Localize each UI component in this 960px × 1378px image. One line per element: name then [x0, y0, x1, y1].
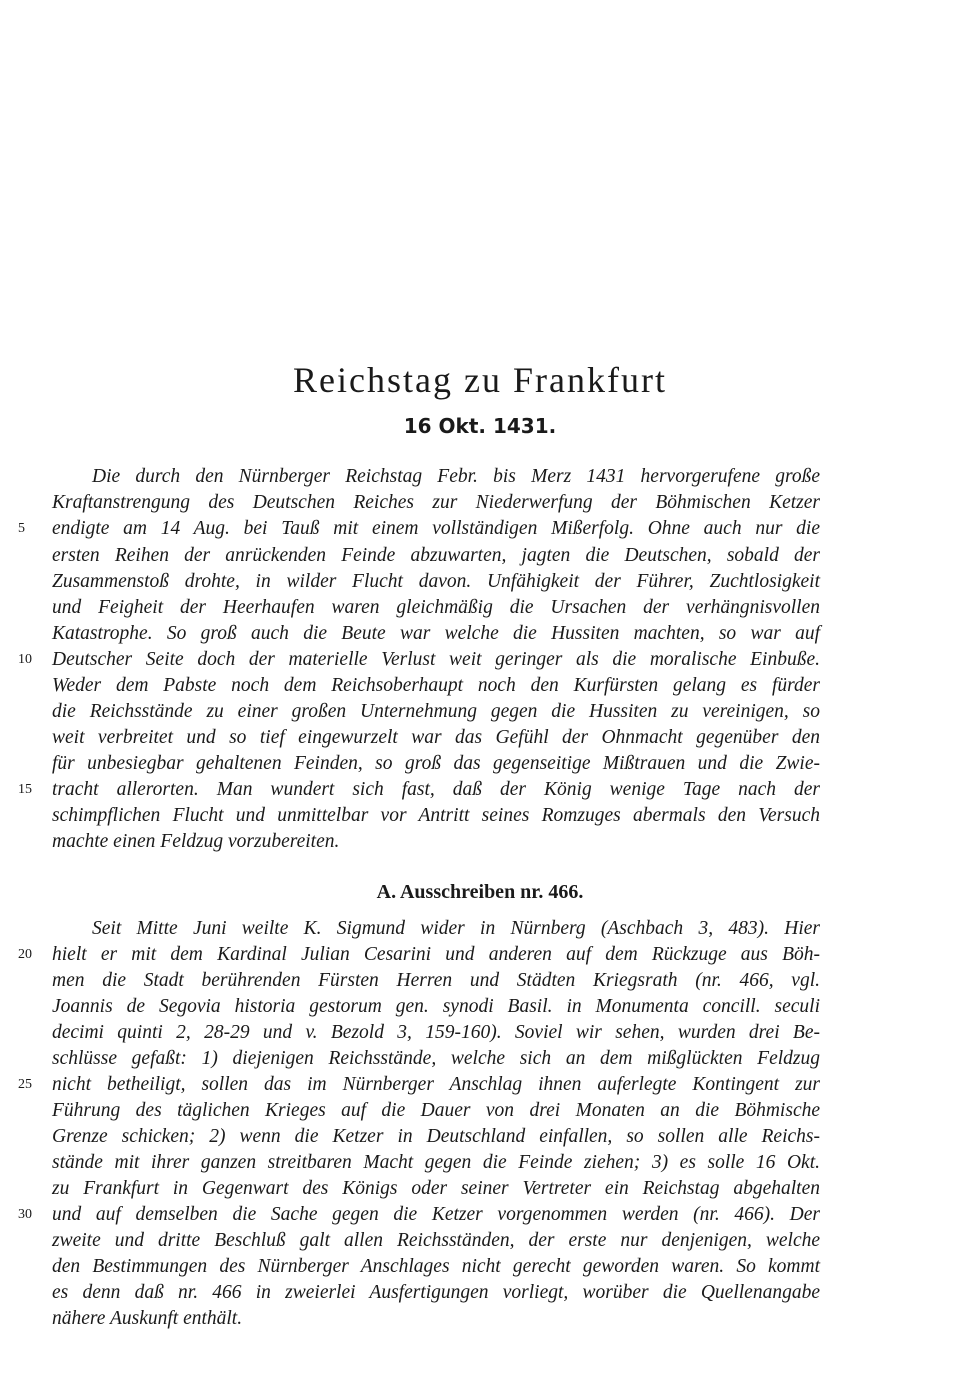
text-line: stände mit ihrer ganzen streitbaren Macht gegen die Feinde ziehen; 3) es solle 16 Okt.: [52, 1152, 820, 1173]
text-line: Die durch den Nürnberger Reichstag Febr. bis Merz 1431 hervorgerufene große: [92, 466, 820, 487]
text-line: endigte am 14 Aug. bei Tauß mit einem vollständigen Mißerfolg. Ohne auch nur die: [52, 518, 820, 539]
text-line: und auf demselben die Sache gegen die Ketzer vorgenommen werden (nr. 466). Der: [52, 1204, 820, 1225]
text-line: weit verbreitet und so tief eingewurzelt war das Gefühl der Ohnmacht gegenüber den: [52, 727, 820, 748]
line-number: 5: [18, 521, 25, 536]
text-line: Seit Mitte Juni weilte K. Sigmund wider in Nürnberg (Aschbach 3, 483). Hier: [92, 918, 820, 939]
text-line: den Bestimmungen des Nürnberger Anschlages nicht gerecht geworden waren. So kommt: [52, 1256, 820, 1277]
text-line: ersten Reihen der anrückenden Feinde abzuwarten, jagten die Deutschen, sobald der: [52, 545, 820, 566]
text-line: Zusammenstoß drohte, in wilder Flucht davon. Unfähigkeit der Führer, Zuchtlosigkeit: [52, 571, 820, 592]
line-number: 15: [18, 782, 32, 797]
text-line: zweite und dritte Beschluß galt allen Reichsständen, der erste nur denjenigen, welche: [52, 1230, 820, 1251]
text-line: zu Frankfurt in Gegenwart des Königs oder seiner Vertreter ein Reichstag abgehalten: [52, 1178, 820, 1199]
text-line: Weder dem Pabste noch dem Reichsoberhaupt noch den Kurfürsten gelang es fürder: [52, 675, 820, 696]
text-line: hielt er mit dem Kardinal Julian Cesarini und anderen auf dem Rückzuge aus Böh-: [52, 944, 820, 965]
page-title: Reichstag zu Frankfurt: [293, 360, 667, 400]
text-line: schimpflichen Flucht und unmittelbar vor Antritt seines Romzuges abermals den Versuch: [52, 805, 820, 826]
text-line: Grenze schicken; 2) wenn die Ketzer in Deutschland einfallen, so sollen alle Reichs-: [52, 1126, 820, 1147]
text-line: decimi quinti 2, 28-29 und v. Bezold 3, 159-160). Soviel wir sehen, wurden drei Be-: [52, 1022, 820, 1043]
text-line: tracht allerorten. Man wundert sich fast, daß der König wenige Tage nach der: [52, 779, 820, 800]
text-line: schlüsse gefaßt: 1) diejenigen Reichsstände, welche sich an dem mißglückten Feldzug: [52, 1048, 820, 1069]
text-line: Joannis de Segovia historia gestorum gen. synodi Basil. in Monumenta concill. seculi: [52, 996, 820, 1017]
line-number: 25: [18, 1077, 32, 1092]
section-heading: A. Ausschreiben nr. 466.: [376, 881, 584, 903]
text-line: und Feigheit der Heerhaufen waren gleichmäßig die Ursachen der verhängnisvollen: [52, 597, 820, 618]
text-line: nicht betheiligt, sollen das im Nürnberger Anschlag ihnen auferlegte Kontingent zur: [52, 1074, 820, 1095]
text-line: die Reichsstände zu einer großen Unternehmung gegen die Hussiten zu vereinigen, so: [52, 701, 820, 722]
text-line: Deutscher Seite doch der materielle Verlust weit geringer als die moralische Einbuße.: [52, 649, 820, 670]
text-line: Führung des täglichen Krieges auf die Dauer von drei Monaten an die Böhmische: [52, 1100, 820, 1121]
text-line: men die Stadt berührenden Fürsten Herren und Städten Kriegsrath (nr. 466, vgl.: [52, 970, 820, 991]
line-number: 30: [18, 1207, 32, 1222]
line-number: 10: [18, 652, 32, 667]
line-number: 20: [18, 947, 32, 962]
text-line: es denn daß nr. 466 in zweierlei Ausfertigungen vorliegt, worüber die Quellenangabe: [52, 1282, 820, 1303]
text-line: Kraftanstrengung des Deutschen Reiches zur Niederwerfung der Böhmischen Ketzer: [52, 492, 820, 513]
page-date: 16 Okt. 1431.: [403, 414, 557, 438]
text-line: machte einen Feldzug vorzubereiten.: [52, 831, 340, 852]
text-line: für unbesiegbar gehaltenen Feinden, so groß das gegenseitige Mißtrauen und die Zwie-: [52, 753, 820, 774]
text-line: nähere Auskunft enthält.: [52, 1308, 243, 1329]
text-line: Katastrophe. So groß auch die Beute war welche die Hussiten machten, so war auf: [52, 623, 820, 644]
